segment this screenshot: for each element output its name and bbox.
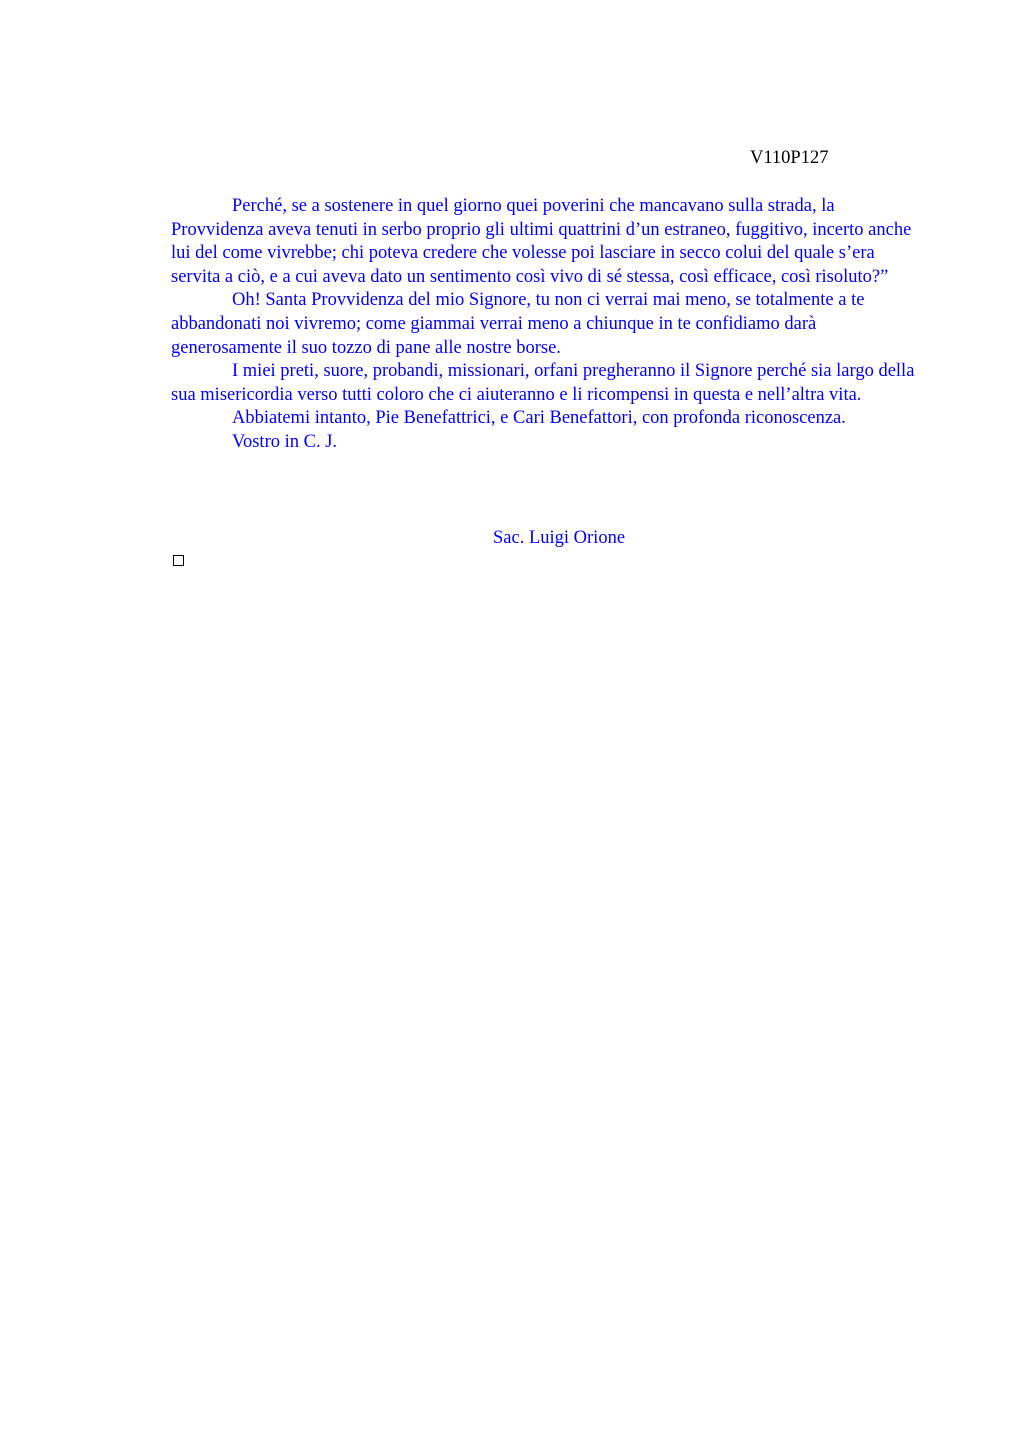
square-outline-icon bbox=[173, 555, 184, 566]
page-id: V110P127 bbox=[750, 148, 829, 168]
paragraph: Abbiatemi intanto, Pie Benefattrici, e Cari Benefattori, con profonda riconoscenza. bbox=[232, 408, 846, 429]
signature: Sac. Luigi Orione bbox=[493, 528, 626, 548]
paragraph: I miei preti, suore, probandi, missionari, orfani pregheranno il Signore perché sia largo della sua misericordia verso tutti coloro che ci aiuteranno e li ricompensi in questa e nell’altra vita. bbox=[171, 361, 915, 405]
paragraph: Perché, se a sostenere in quel giorno quei poverini che mancavano sulla strada, la Provvidenza aveva tenuti in serbo proprio gli ultimi quattrini d’un estraneo, fuggitivo, incerto anche lui del come vivrebbe; chi poteva credere che volesse poi lasciare in secco colui del quale s’era servita a ciò, e a cui aveva dato un sentimento così vivo di sé stessa, così efficace, così risoluto?” bbox=[171, 196, 912, 287]
paragraph: Oh! Santa Provvidenza del mio Signore, tu non ci verrai mai meno, se totalmente a te abbandonati noi vivremo; come giammai verrai meno a chiunque in te confidiamo darà generosamente il suo tozzo di pane alle nostre borse. bbox=[171, 290, 865, 358]
letter-body bbox=[171, 195, 923, 455]
closing-line: Vostro in C. J. bbox=[232, 431, 338, 452]
